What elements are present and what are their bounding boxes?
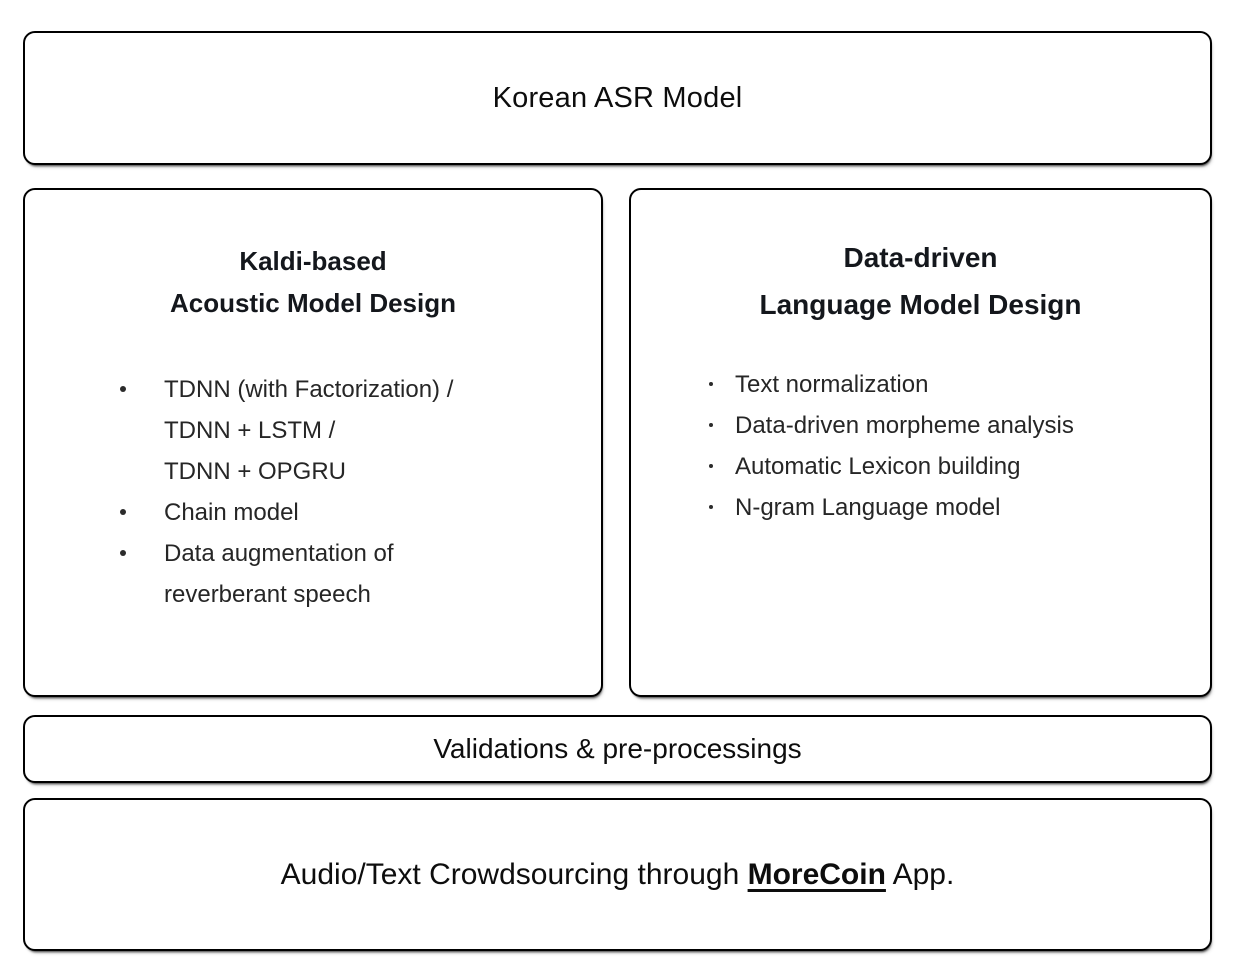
list-item-line: TDNN + OPGRU bbox=[164, 458, 347, 485]
list-item-text bbox=[735, 487, 1001, 528]
acoustic-model-title-line1: Kaldi-based bbox=[239, 246, 387, 276]
list-item-line: Text normalization bbox=[735, 371, 929, 398]
bullet-dot-icon bbox=[120, 509, 126, 515]
list-item-text bbox=[164, 369, 453, 492]
list-item-text bbox=[735, 446, 1021, 487]
language-model-title-line1: Data-driven bbox=[843, 242, 998, 273]
list-item bbox=[120, 492, 601, 533]
list-item-line: Data-driven morpheme analysis bbox=[735, 412, 1074, 439]
list-item-line: Chain model bbox=[164, 499, 299, 526]
list-item-text bbox=[164, 492, 299, 533]
validations-box bbox=[23, 715, 1212, 783]
list-item-line: reverberant speech bbox=[164, 581, 371, 608]
validations-title: Validations & pre-processings bbox=[433, 733, 802, 764]
crowdsourcing-text-prefix: Audio/Text Crowdsourcing through bbox=[280, 857, 748, 891]
language-model-box bbox=[629, 188, 1212, 697]
acoustic-model-box bbox=[23, 188, 603, 697]
list-item-line: TDNN (with Factorization) / bbox=[164, 376, 454, 403]
list-item-line: Automatic Lexicon building bbox=[735, 453, 1021, 480]
list-item bbox=[709, 487, 1210, 528]
acoustic-model-bullet-list bbox=[25, 369, 601, 615]
bullet-dot-icon bbox=[709, 382, 713, 386]
list-item bbox=[709, 405, 1210, 446]
list-item-text bbox=[735, 364, 928, 405]
list-item bbox=[709, 364, 1210, 405]
bullet-dot-icon bbox=[709, 423, 713, 427]
list-item bbox=[120, 533, 601, 615]
acoustic-model-title bbox=[25, 240, 601, 324]
language-model-bullet-list bbox=[631, 364, 1210, 528]
korean-asr-model-box bbox=[23, 31, 1212, 165]
bullet-dot-icon bbox=[120, 386, 126, 392]
list-item-text bbox=[164, 533, 394, 615]
acoustic-model-title-line2: Acoustic Model Design bbox=[169, 288, 457, 318]
list-item bbox=[709, 446, 1210, 487]
bullet-dot-icon bbox=[709, 505, 713, 509]
language-model-title bbox=[631, 234, 1210, 328]
crowdsourcing-box bbox=[23, 798, 1212, 951]
bullet-dot-icon bbox=[120, 550, 126, 556]
morecoin-brand: MoreCoin bbox=[747, 857, 886, 891]
list-item-text bbox=[735, 405, 1074, 446]
korean-asr-model-title: Korean ASR Model bbox=[492, 81, 743, 114]
list-item-line: TDNN + LSTM / bbox=[164, 417, 336, 444]
bullet-dot-icon bbox=[709, 464, 713, 468]
list-item bbox=[120, 369, 601, 492]
list-item-line: N-gram Language model bbox=[735, 494, 1001, 521]
language-model-title-line2: Language Model Design bbox=[759, 289, 1082, 320]
crowdsourcing-title bbox=[281, 858, 955, 892]
crowdsourcing-text-suffix: App. bbox=[885, 857, 955, 891]
list-item-line: Data augmentation of bbox=[164, 540, 394, 567]
